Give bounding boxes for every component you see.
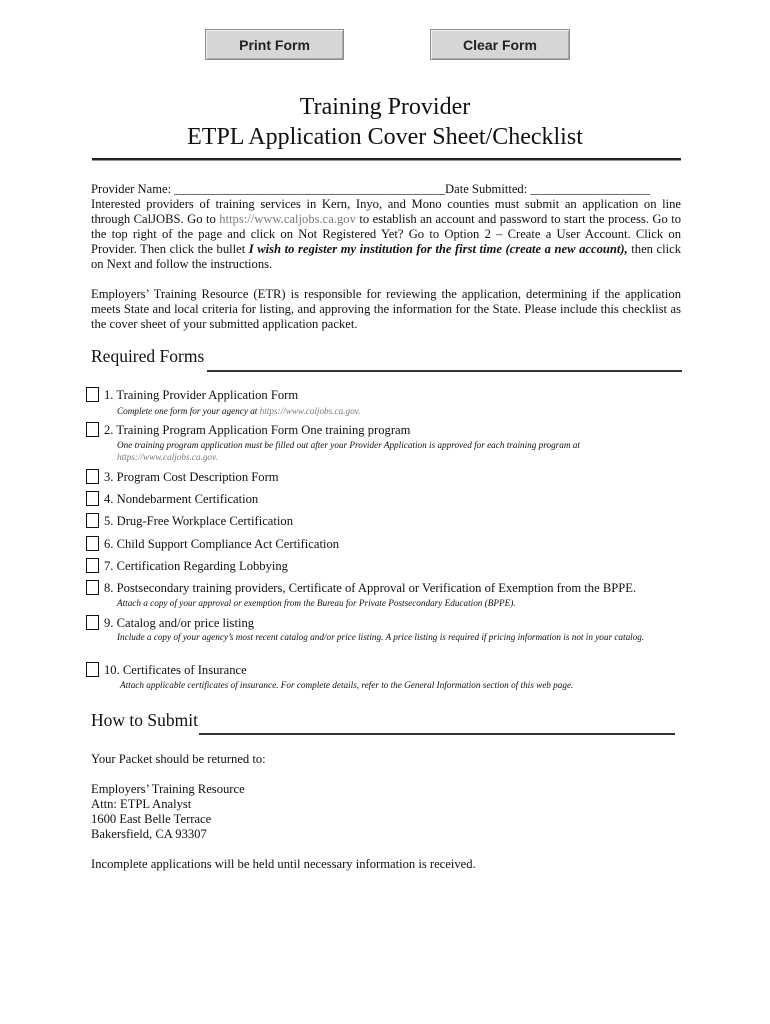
note-text: Attach a copy of your approval or exemption from the Bureau for Private Postsecondary Education (BPPE). (117, 598, 516, 608)
caljobs-link[interactable]: https://www.caljobs.ca.gov. (259, 406, 361, 416)
note-text: Complete one form for your agency at (117, 406, 260, 416)
required-forms-rule (207, 370, 682, 372)
checklist-item-label: 7. Certification Regarding Lobbying (104, 559, 288, 573)
note-text: Include a copy of your agency’s most recent catalog and/or price listing. A price listing is required if pricing information is not in your catalog. (117, 632, 645, 642)
caljobs-link[interactable]: https://www.caljobs.ca.gov (219, 212, 356, 226)
page-subtitle: ETPL Application Cover Sheet/Checklist (187, 124, 583, 150)
intro-text: Interested providers of training services in Kern, Inyo, and Mono counties must submit an application on line through CalJOBS. Go to (91, 197, 681, 226)
checkbox[interactable] (86, 422, 99, 437)
checklist-item-label: 10. Certificates of Insurance (104, 663, 247, 677)
register-option-text: I wish to register my institution for the first time (create a new account), (248, 242, 628, 256)
how-to-submit-rule (199, 733, 675, 735)
note-text: One training program application must be filled out after your Provider Application is approved for each training program at (117, 440, 580, 450)
date-submitted-field[interactable]: ___________________ (530, 182, 651, 196)
checklist-item-label: 3. Program Cost Description Form (104, 470, 279, 484)
page-title: Training Provider (299, 94, 471, 120)
checklist-item-note (117, 597, 647, 609)
print-form-button[interactable]: Print Form (205, 29, 344, 60)
provider-name-field[interactable]: ___________________________________________ (174, 182, 446, 196)
address-line: Employers’ Training Resource (91, 782, 245, 796)
address-line: Bakersfield, CA 93307 (91, 827, 207, 841)
checkbox[interactable] (86, 615, 99, 630)
title-divider (92, 158, 681, 160)
checkbox[interactable] (86, 387, 99, 402)
checkbox[interactable] (86, 580, 99, 595)
checklist-item-note (117, 439, 647, 463)
clear-form-button[interactable]: Clear Form (430, 29, 570, 60)
provider-line (91, 182, 681, 197)
etr-paragraph: Employers’ Training Resource (ETR) is responsible for reviewing the application, determining if the application meets State and local criteria for listing, and approving the information for the State. Please include this checklist as the cover sheet of your submitted application packet. (91, 287, 681, 331)
checklist-item-label: 8. Postsecondary training providers, Certificate of Approval or Verification of Exemption from the BPPE. (104, 581, 637, 595)
checklist-item-label: 9. Catalog and/or price listing (104, 616, 255, 630)
required-forms-heading: Required Forms (91, 346, 205, 366)
address-line: Attn: ETPL Analyst (91, 797, 192, 811)
returned-to-text: Your Packet should be returned to: (91, 752, 266, 766)
checkbox[interactable] (86, 469, 99, 484)
how-to-submit-heading: How to Submit (91, 710, 198, 730)
intro-text-3: then click on Next and follow the instructions. (91, 242, 681, 271)
checklist-item-label: 4. Nondebarment Certification (104, 492, 259, 506)
checklist-item-note (117, 631, 647, 643)
caljobs-link[interactable]: https://www.caljobs.ca.gov. (117, 452, 218, 462)
checklist-item-label: 6. Child Support Compliance Act Certification (104, 537, 340, 551)
checklist-item-note (120, 679, 650, 691)
checkbox[interactable] (86, 491, 99, 506)
checklist-item-label: 5. Drug-Free Workplace Certification (104, 514, 293, 528)
intro-text-2: to establish an account and password to start the process. Go to the top right of the page and click on Not Registered Yet? Go to Option 2 – Create a User Account. Click on Provider. Then click the bullet (91, 212, 681, 256)
checkbox[interactable] (86, 558, 99, 573)
incomplete-notice: Incomplete applications will be held until necessary information is received. (91, 857, 476, 871)
note-text: Attach applicable certificates of insurance. For complete details, refer to the General Information section of this web page. (120, 680, 574, 690)
address-line: 1600 East Belle Terrace (91, 812, 212, 826)
checkbox[interactable] (86, 536, 99, 551)
checklist-item-note (117, 405, 647, 417)
checkbox[interactable] (86, 662, 99, 677)
date-submitted-label: Date Submitted: (445, 182, 528, 196)
checkbox[interactable] (86, 513, 99, 528)
intro-paragraph (91, 197, 681, 272)
checklist-item-label: 1. Training Provider Application Form (104, 388, 299, 402)
provider-name-label: Provider Name: (91, 182, 172, 196)
checklist-item-label: 2. Training Program Application Form One training program (104, 423, 411, 437)
